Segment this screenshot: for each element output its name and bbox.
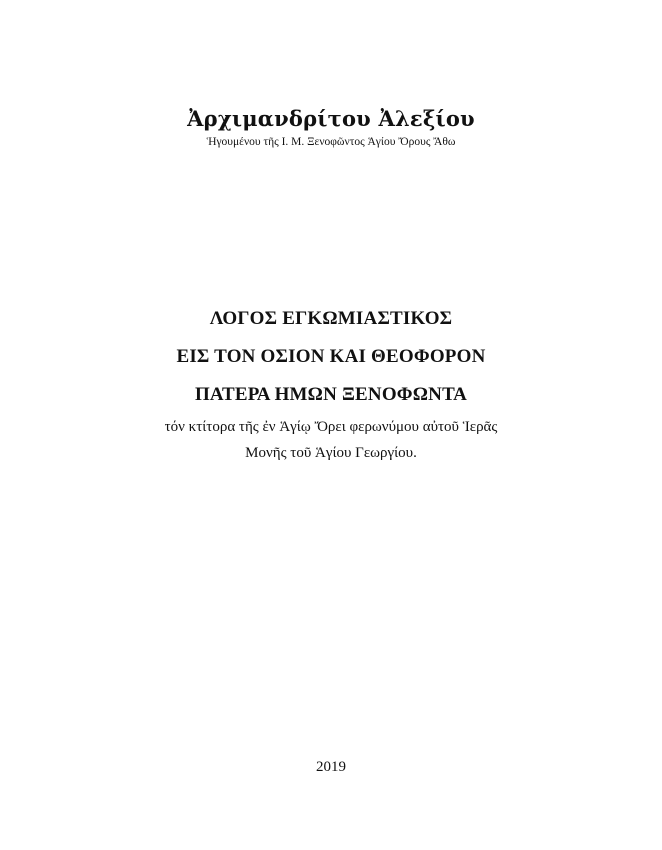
title-line-2: ΕΙΣ ΤΟΝ ΟΣΙΟΝ ΚΑΙ ΘΕΟΦΟΡΟΝ [176,346,486,367]
author-role: Ἡγουμένου τῆς Ι. Μ. Ξενοφῶντος Ἁγίου Ὄρους Ἄθω [206,136,456,148]
subtitle-line-2: Μονῆς τοῦ Ἁγίου Γεωργίου. [245,445,417,461]
title-line-1: ΛΟΓΟΣ ΕΓΚΩΜΙΑΣΤΙΚΟΣ [209,308,453,329]
subtitle-line-1: τόν κτίτορα τῆς ἐν Ἁγίῳ Ὄρει φερωνύμου αὐτοῦ Ἱερᾶς [164,419,498,435]
publication-year: 2019 [316,759,346,775]
title-line-3: ΠΑΤΕΡΑ ΗΜΩΝ ΞΕΝΟΦΩΝΤΑ [194,384,468,405]
author-name: Ἀρχιμανδρίτου Ἀλεξίου [187,106,475,131]
